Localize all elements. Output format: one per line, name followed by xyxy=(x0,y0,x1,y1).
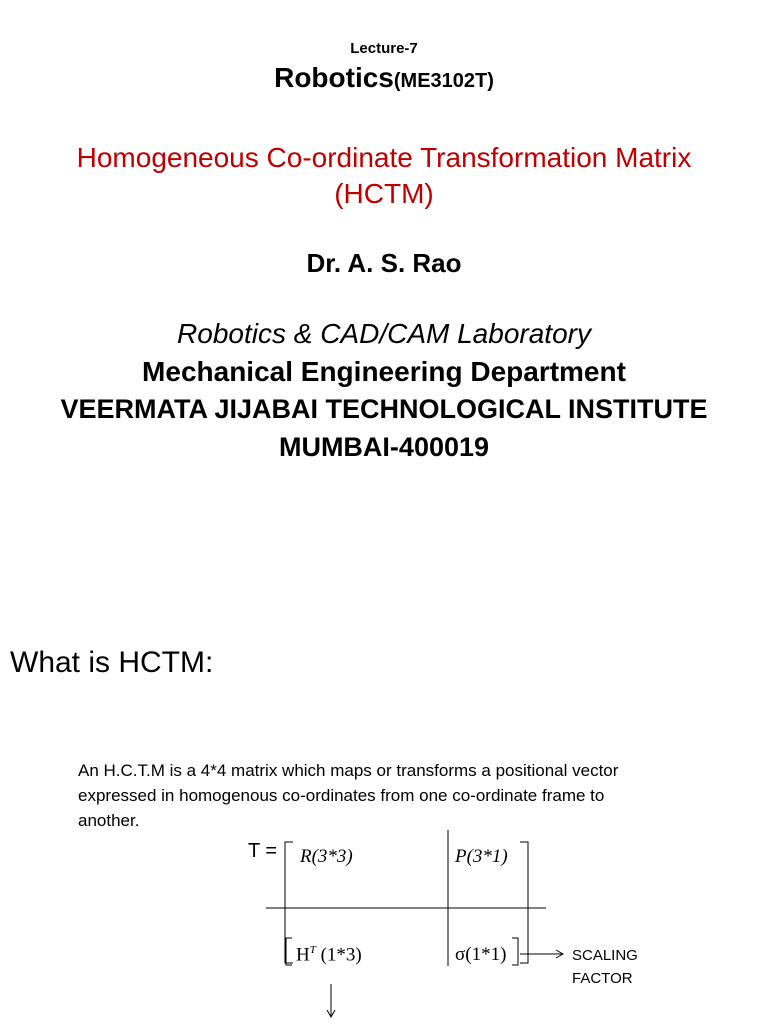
matrix-label: T = xyxy=(248,840,278,862)
slide-heading: What is HCTM: xyxy=(10,646,214,679)
perspective-h: H xyxy=(296,944,310,966)
department-name: Mechanical Engineering Department xyxy=(142,356,626,387)
course-name: Robotics xyxy=(274,62,394,93)
matrix-diagram xyxy=(0,620,768,1024)
topic-line-2: (HCTM) xyxy=(334,178,434,209)
scaling-label-line-2: FACTOR xyxy=(572,970,633,987)
author-name: Dr. A. S. Rao xyxy=(306,248,462,278)
hctm-description: An H.C.T.M is a 4*4 matrix which maps or transforms a positional vector expressed in homogenous co-ordinates from one co-ordinate frame to another. xyxy=(78,761,619,830)
lecture-number: Lecture-7 xyxy=(350,40,418,57)
lab-name: Robotics & CAD/CAM Laboratory xyxy=(177,318,591,349)
content-slide xyxy=(0,620,768,1024)
topic-title xyxy=(0,140,768,212)
course-code: (ME3102T) xyxy=(393,70,494,92)
topic-line-1: Homogeneous Co-ordinate Transformation Matrix xyxy=(76,142,692,173)
rotation-block: R(3*3) xyxy=(300,846,353,867)
course-title xyxy=(0,62,768,94)
position-block: P(3*1) xyxy=(455,846,508,867)
institute-name: VEERMATA JIJABAI TECHNOLOGICAL INSTITUTE xyxy=(60,394,708,424)
transpose-superscript: T xyxy=(309,944,316,956)
institute-city: MUMBAI-400019 xyxy=(278,432,490,462)
perspective-block xyxy=(296,944,362,966)
perspective-dims: (1*3) xyxy=(315,944,362,966)
scaling-block: σ(1*1) xyxy=(455,944,507,965)
scaling-label-line-1: SCALING xyxy=(572,947,638,964)
